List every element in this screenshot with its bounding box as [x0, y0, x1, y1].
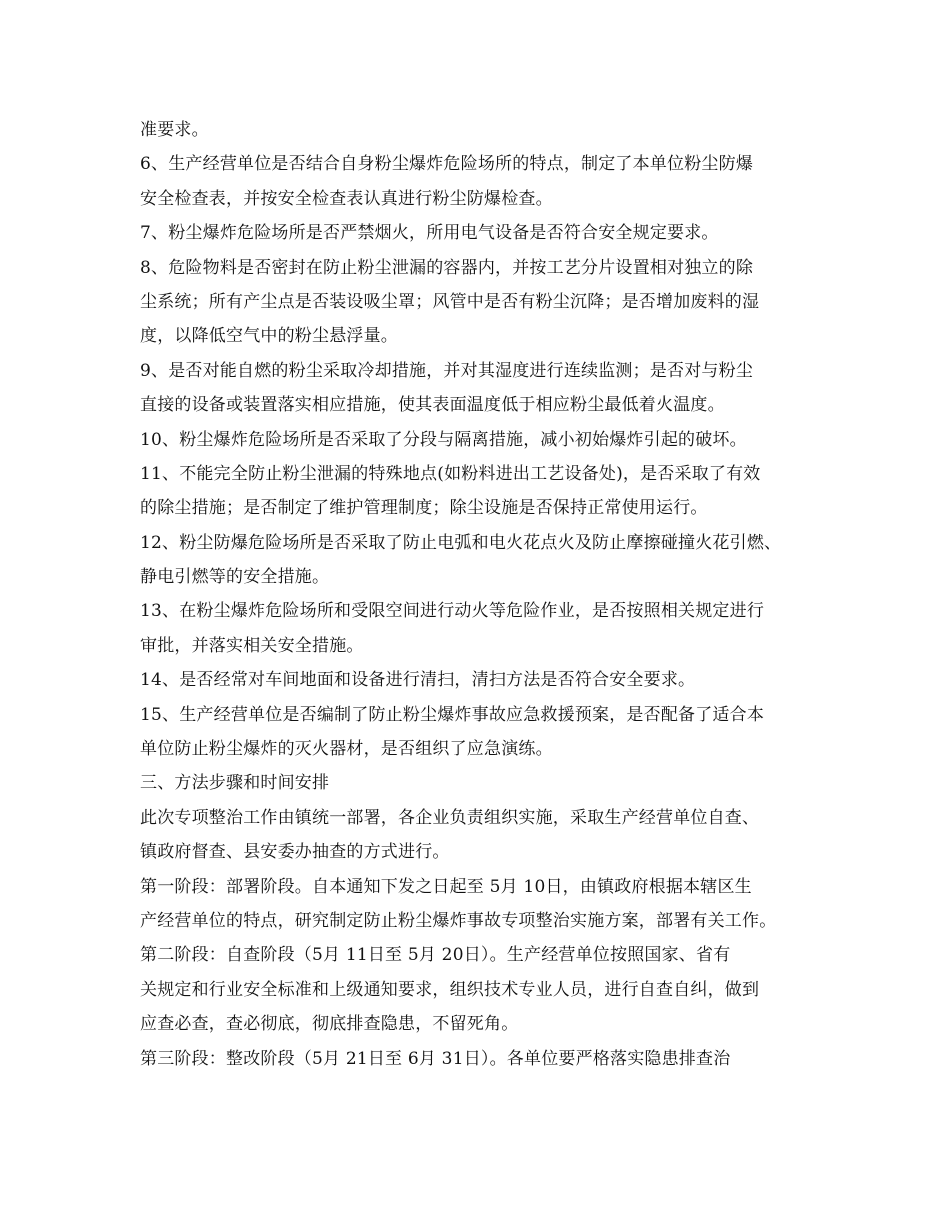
- text-line: 度，以降低空气中的粉尘悬浮量。: [140, 326, 398, 347]
- text-line: 第二阶段：自查阶段（5月 11日至 5月 20日）。生产经营单位按照国家、省有: [140, 945, 731, 966]
- text-line: 安全检查表，并按安全检查表认真进行粉尘防爆检查。: [140, 188, 553, 209]
- text-line: 12、粉尘防爆危险场所是否采取了防止电弧和电火花点火及防止摩擦碰撞火花引燃、: [140, 532, 782, 553]
- section-heading: 三、方法步骤和时间安排: [140, 773, 330, 794]
- text-line: 8、危险物料是否密封在防止粉尘泄漏的容器内，并按工艺分片设置相对独立的除: [140, 257, 754, 278]
- text-line: 尘系统；所有产尘点是否装设吸尘罩；风管中是否有粉尘沉降；是否增加废料的湿: [140, 291, 760, 312]
- text-line: 应查必查，查必彻底，彻底排查隐患，不留死角。: [140, 1014, 519, 1035]
- text-line: 直接的设备或装置落实相应措施，使其表面温度低于相应粉尘最低着火温度。: [140, 395, 725, 416]
- text-line: 14、是否经常对车间地面和设备进行清扫，清扫方法是否符合安全要求。: [140, 670, 696, 691]
- body-text: [140, 113, 820, 1076]
- text-line: 第三阶段：整改阶段（5月 21日至 6月 31日）。各单位要严格落实隐患排查治: [140, 1048, 731, 1069]
- text-line: 13、在粉尘爆炸危险场所和受限空间进行动火等危险作业，是否按照相关规定进行: [140, 601, 765, 622]
- text-line: 此次专项整治工作由镇统一部署，各企业负责组织实施，采取生产经营单位自查、: [140, 807, 760, 828]
- text-line: 审批，并落实相关安全措施。: [140, 635, 364, 656]
- text-line: 9、是否对能自燃的粉尘采取冷却措施，并对其湿度进行连续监测；是否对与粉尘: [140, 360, 754, 381]
- text-line: 的除尘措施；是否制定了维护管理制度；除尘设施是否保持正常使用运行。: [140, 498, 708, 519]
- text-line: 11、不能完全防止粉尘泄漏的特殊地点(如粉料进出工艺设备处)，是否采取了有效: [140, 463, 761, 484]
- text-line: 静电引燃等的安全措施。: [140, 567, 330, 588]
- text-line: 6、生产经营单位是否结合自身粉尘爆炸危险场所的特点，制定了本单位粉尘防爆: [140, 154, 754, 175]
- text-line: 关规定和行业安全标准和上级通知要求，组织技术专业人员，进行自查自纠，做到: [140, 979, 760, 1000]
- text-line: 7、粉尘爆炸危险场所是否严禁烟火，所用电气设备是否符合安全规定要求。: [140, 223, 719, 244]
- text-line: 镇政府督查、县安委办抽查的方式进行。: [140, 842, 450, 863]
- text-line: 单位防止粉尘爆炸的灭火器材，是否组织了应急演练。: [140, 739, 553, 760]
- text-line: 第一阶段：部署阶段。自本通知下发之日起至 5月 10日，由镇政府根据本辖区生: [140, 876, 752, 897]
- text-line: 15、生产经营单位是否编制了防止粉尘爆炸事故应急救援预案，是否配备了适合本: [140, 704, 765, 725]
- text-line: 10、粉尘爆炸危险场所是否采取了分段与隔离措施，减小初始爆炸引起的破坏。: [140, 429, 747, 450]
- text-line: 产经营单位的特点，研究制定防止粉尘爆炸事故专项整治实施方案，部署有关工作。: [140, 910, 777, 931]
- text-line: 准要求。: [140, 120, 209, 140]
